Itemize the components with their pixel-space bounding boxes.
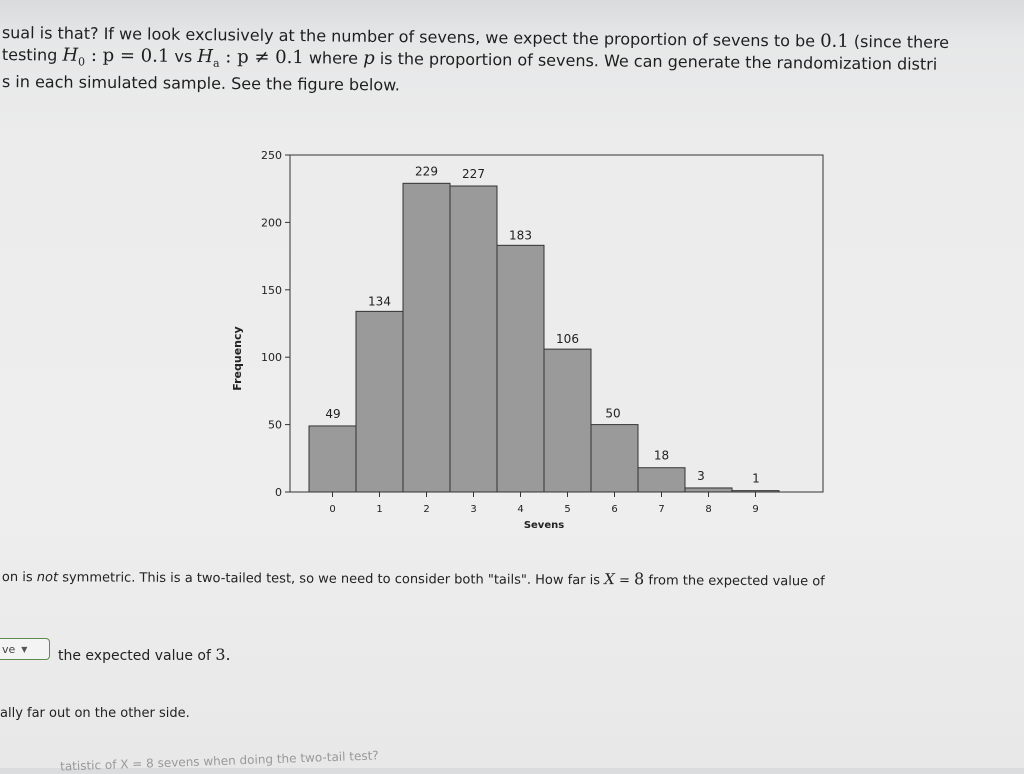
answer-dropdown[interactable] [0,638,50,660]
bar-3 [450,186,497,492]
bar-1 [356,311,403,492]
y-tick-label: 200 [261,216,282,230]
data-label-3: 227 [462,167,485,182]
bar-4 [497,245,544,492]
x-tick-label: 6 [611,504,618,515]
bar-0 [309,426,356,492]
x-tick-label: 8 [705,504,712,515]
bar-9 [732,491,779,492]
bar-2 [403,183,450,492]
bar-8 [685,488,732,492]
alternative-hypothesis: $H_a$ : p ≠ 0.1 [197,46,304,70]
intro-text-line-3: s in each simulated sample. See the figure below. [1,72,400,95]
null-hypothesis: $H_0$ : p = 0.1 [62,44,170,69]
data-label-7: 18 [653,448,670,463]
data-label-2: 229 [415,164,438,179]
line2-pre: testing [1,44,58,65]
x-tick-label: 7 [658,504,665,515]
y-tick-label: 0 [275,486,282,499]
where-text: where [308,48,359,68]
data-label-8: 3 [697,468,705,483]
answer-text: the expected value of 3. [58,645,231,664]
randomization-histogram [225,140,835,540]
x-tick-label: 0 [329,504,336,515]
x-tick-label: 9 [752,504,759,515]
histogram-svg [225,140,835,540]
p-symbol: p [363,47,375,69]
x-tick-label: 3 [470,504,477,515]
bar-5 [544,349,591,492]
y-axis-title: Frequency [231,326,244,391]
other-side-text: ally far out on the other side. [0,706,190,721]
x-axis-title: Sevens [523,520,565,531]
line1-text: sual is that? If we look exclusively at the number of sevens, we expect the proportion of sevens to be [1,22,816,51]
expected-value-number: 3. [215,645,231,664]
data-label-0: 49 [325,406,341,421]
x-tick-label: 1 [376,504,383,515]
data-label-4: 183 [509,228,532,243]
data-label-9: 1 [752,471,760,486]
data-label-5: 106 [556,332,579,347]
x-variable: X [604,570,615,589]
x-value: 8 [634,569,645,589]
line2-tail: is the proportion of sevens. We can generate the randomization distri [379,48,938,74]
expected-proportion-value: 0.1 [820,30,849,52]
dropdown-value: ve [2,642,16,656]
data-label-6: 50 [605,406,621,421]
y-tick-label: 150 [261,283,282,297]
y-tick-label: 50 [268,418,282,432]
y-tick-label: 100 [261,351,282,365]
vs-text: vs [174,46,193,66]
next-question-text: tatistic of X = 8 sevens when doing the two-tail test? [59,748,379,774]
line1-tail: (since there [853,31,950,52]
data-label-1: 134 [368,294,391,309]
bar-7 [638,468,685,492]
x-tick-label: 4 [517,504,524,515]
y-tick-label: 250 [261,149,282,162]
x-tick-label: 2 [423,504,430,515]
x-tick-label: 5 [564,504,571,515]
question-text-line: on is not symmetric. This is a two-tailed test, so we need to consider both "tails". How far is X = 8 from the expected value of [1,569,825,590]
bar-6 [591,425,638,492]
chevron-down-icon: ▼ [21,644,28,654]
not-emphasis: not [36,570,59,586]
